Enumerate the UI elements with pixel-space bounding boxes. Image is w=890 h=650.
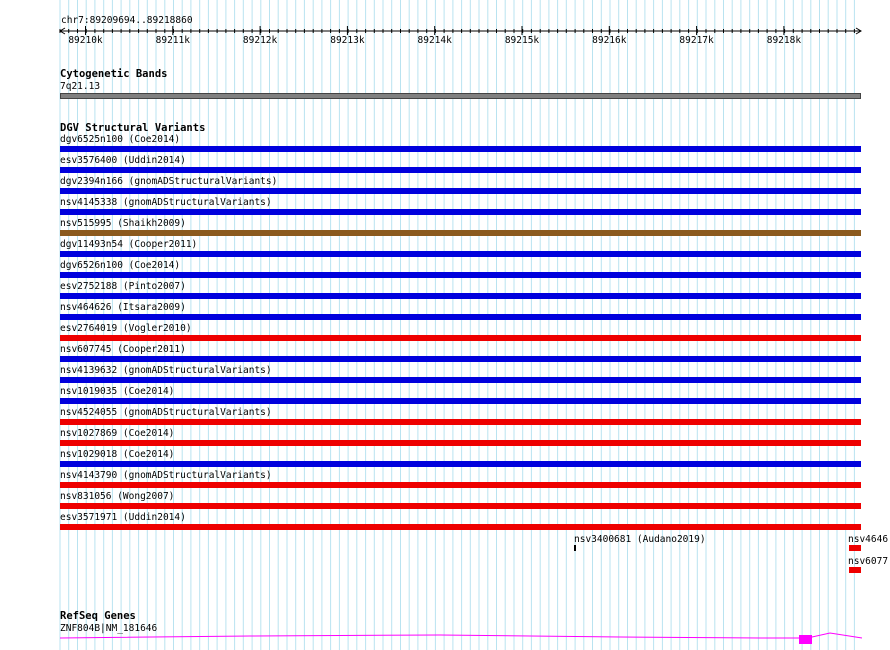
variant-bar[interactable] (60, 146, 861, 152)
ruler-tick-label: 89215k (504, 35, 540, 46)
variant-mark-nsv3400681[interactable] (574, 545, 576, 551)
variant-bar[interactable] (60, 188, 861, 194)
variant-bar[interactable] (60, 377, 861, 383)
cytoband-label: 7q21.13 (60, 81, 101, 92)
variant-label: nsv1019035 (Coe2014) (60, 386, 175, 397)
variant-bar[interactable] (60, 482, 861, 488)
variant-bar[interactable] (60, 419, 861, 425)
variant-label-nsv6077: nsv6077 (848, 556, 889, 567)
variant-label: dgv2394n166 (gnomADStructuralVariants) (60, 176, 278, 187)
variant-bar[interactable] (60, 461, 861, 467)
cytoband-bar[interactable] (60, 93, 861, 99)
variant-label: nsv4143790 (gnomADStructuralVariants) (60, 470, 272, 481)
variant-bar[interactable] (60, 503, 861, 509)
variant-bar-nsv4646[interactable] (849, 545, 861, 551)
variant-bar[interactable] (60, 293, 861, 299)
variant-bar-nsv6077[interactable] (849, 567, 861, 573)
variant-label: nsv1027869 (Coe2014) (60, 428, 175, 439)
variant-label: nsv1029018 (Coe2014) (60, 449, 175, 460)
variant-label: dgv6525n100 (Coe2014) (60, 134, 181, 145)
variant-bar[interactable] (60, 314, 861, 320)
variant-bar[interactable] (60, 230, 861, 236)
variant-bar[interactable] (60, 356, 861, 362)
gene-exon (799, 635, 812, 644)
track-title-refseq-genes: RefSeq Genes (60, 610, 136, 622)
ruler-tick-label: 89212k (242, 35, 278, 46)
variant-bar[interactable] (60, 440, 861, 446)
track-title-dgv-structural-variants: DGV Structural Variants (60, 122, 206, 134)
ruler-tick-label: 89213k (330, 35, 365, 46)
variant-label: dgv6526n100 (Coe2014) (60, 260, 181, 271)
variant-label: nsv4145338 (gnomADStructuralVariants) (60, 197, 272, 208)
variant-label: esv2752188 (Pinto2007) (60, 281, 186, 292)
ruler-tick-label: 89216k (592, 35, 627, 46)
variant-bar[interactable] (60, 209, 861, 215)
variant-label: esv3576400 (Uddin2014) (60, 155, 186, 166)
variant-label-nsv4646: nsv4646 (848, 534, 889, 545)
ruler-tick-label: 89218k (766, 35, 802, 46)
variant-bar[interactable] (60, 167, 861, 173)
variant-label: nsv515995 (Shaikh2009) (60, 218, 186, 229)
variant-bar[interactable] (60, 251, 861, 257)
variant-bar[interactable] (60, 335, 861, 341)
ruler-tick-label: 89214k (417, 35, 452, 46)
variant-label: nsv4139632 (gnomADStructuralVariants) (60, 365, 272, 376)
variant-label: dgv11493n54 (Cooper2011) (60, 239, 198, 250)
variant-bar[interactable] (60, 398, 861, 404)
ruler-tick-label: 89210k (68, 35, 103, 46)
gene-label-znf804b: ZNF804B|NM_181646 (60, 623, 158, 634)
variant-bar[interactable] (60, 272, 861, 278)
track-title-cytogenetic-bands: Cytogenetic Bands (60, 68, 168, 80)
variant-label-nsv3400681: nsv3400681 (Audano2019) (574, 534, 706, 545)
ruler-tick-label: 89217k (679, 35, 714, 46)
ruler-tick-label: 89211k (155, 35, 190, 46)
variant-label: nsv464626 (Itsara2009) (60, 302, 186, 313)
variant-label: nsv831056 (Wong2007) (60, 491, 175, 502)
variant-label: esv3571971 (Uddin2014) (60, 512, 186, 523)
variant-bar[interactable] (60, 524, 861, 530)
variant-label: nsv4524055 (gnomADStructuralVariants) (60, 407, 272, 418)
gene-model-znf804b[interactable] (0, 630, 890, 650)
variant-label: nsv607745 (Cooper2011) (60, 344, 186, 355)
gene-intron-line (60, 633, 862, 638)
ruler-position-label: chr7:89209694..89218860 (61, 15, 193, 26)
variant-label: esv2764019 (Vogler2010) (60, 323, 192, 334)
